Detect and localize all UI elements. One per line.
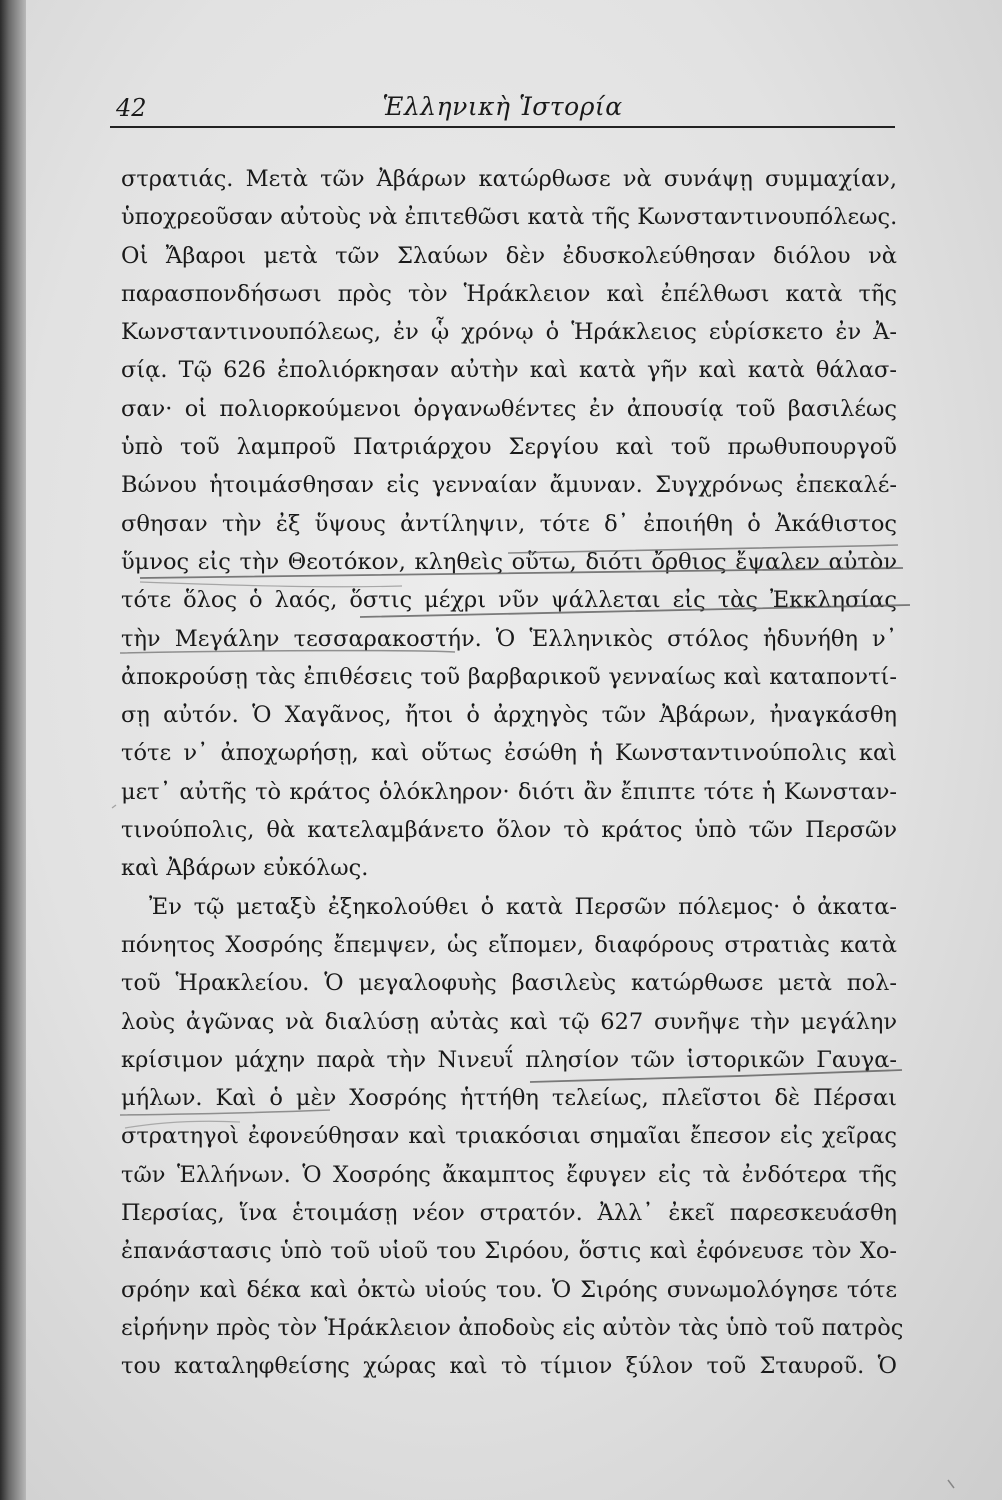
text-line: Περσίας, ἵνα ἑτοιμάσῃ νέον στρατόν. Ἀλλ᾽ ἐκεῖ παρεσκευάσθη bbox=[121, 1200, 897, 1227]
binding-gutter bbox=[0, 0, 26, 1500]
body-text bbox=[121, 160, 904, 1424]
text-line: σίᾳ. Τῷ 626 ἐπολιόρκησαν αὐτὴν καὶ κατὰ γῆν καὶ κατὰ θάλασ- bbox=[121, 357, 897, 384]
text-line: του καταληφθείσης χώρας καὶ τὸ τίμιον ξύλον τοῦ Σταυροῦ. Ὁ bbox=[121, 1353, 897, 1380]
text-line: σρόην καὶ δέκα καὶ ὀκτὼ υἱούς του. Ὁ Σιρόης συνωμολόγησε τότε bbox=[121, 1276, 897, 1303]
text-line: εἰρήνην πρὸς τὸν Ἡράκλειον ἀποδοὺς εἰς αὐτὸν τὰς ὑπὸ τοῦ πατρὸς bbox=[121, 1314, 904, 1341]
text-line: στρατιάς. Μετὰ τῶν Ἀβάρων κατώρθωσε νὰ συνάψῃ συμμαχίαν, bbox=[121, 166, 897, 192]
text-line: τοῦ Ἡρακλείου. Ὁ μεγαλοφυὴς βασιλεὺς κατώρθωσε μετὰ πολ- bbox=[121, 970, 897, 997]
text-line: τῶν Ἑλλήνων. Ὁ Χοσρόης ἄκαμπτος ἔφυγεν εἰς τὰ ἐνδότερα τῆς bbox=[121, 1161, 897, 1188]
running-head bbox=[110, 92, 895, 128]
text-line: μήλων. Καὶ ὁ μὲν Χοσρόης ἡττήθη τελείως, πλεῖστοι δὲ Πέρσαι bbox=[121, 1085, 897, 1112]
text-line: πόνητος Χοσρόης ἔπεμψεν, ὡς εἴπομεν, διαφόρους στρατιὰς κατὰ bbox=[121, 931, 897, 958]
running-title: Ἑλληνικὴ Ἱστορία bbox=[382, 92, 623, 121]
text-line: ἀποκρούσῃ τὰς ἐπιθέσεις τοῦ βαρβαρικοῦ γενναίως καὶ καταποντί- bbox=[121, 663, 897, 690]
text-line: τινούπολις, θὰ κατελαμβάνετο ὅλον τὸ κράτος ὑπὸ τῶν Περσῶν bbox=[121, 817, 897, 844]
text-line: σαν· οἱ πολιορκούμενοι ὀργανωθέντες ἐν ἀπουσίᾳ τοῦ βασιλέως bbox=[121, 395, 897, 422]
text-line: παρασπονδήσωσι πρὸς τὸν Ἡράκλειον καὶ ἐπέλθωσι κατὰ τῆς bbox=[121, 280, 897, 307]
text-line: λοὺς ἀγῶνας νὰ διαλύσῃ αὐτὰς καὶ τῷ 627 συνῆψε τὴν μεγάλην bbox=[121, 1008, 897, 1035]
text-line: Κωνσταντινουπόλεως, ἐν ᾧ χρόνῳ ὁ Ἡράκλειος εὑρίσκετο ἐν Ἀ- bbox=[121, 319, 897, 346]
paragraph-first-line: Ἐν τῷ μεταξὺ ἐξηκολούθει ὁ κατὰ Περσῶν πόλεμος· ὁ ἀκατα- bbox=[149, 893, 897, 920]
text-line: στρατηγοὶ ἐφονεύθησαν καὶ τριακόσιαι σημαῖαι ἔπεσον εἰς χεῖρας bbox=[121, 1123, 897, 1150]
text-line: τὴν Μεγάλην τεσσαρακοστήν. Ὁ Ἑλληνικὸς στόλος ἠδυνήθη ν᾽ bbox=[121, 625, 897, 652]
text-line: ὑπὸ τοῦ λαμπροῦ Πατριάρχου Σεργίου καὶ τοῦ πρωθυπουργοῦ bbox=[121, 434, 897, 461]
text-line: τότε ν᾽ ἀποχωρήσῃ, καὶ οὕτως ἐσώθη ἡ Κωνσταντινούπολις καὶ bbox=[121, 740, 897, 767]
page-number: 42 bbox=[116, 94, 147, 122]
text-line: ὑποχρεοῦσαν αὐτοὺς νὰ ἐπιτεθῶσι κατὰ τῆς Κωνσταντινουπόλεως. bbox=[121, 204, 898, 231]
text-line: ἐπανάστασις ὑπὸ τοῦ υἱοῦ του Σιρόου, ὅστις καὶ ἐφόνευσε τὸν Χο- bbox=[121, 1238, 897, 1265]
text-line: τότε ὅλος ὁ λαός, ὅστις μέχρι νῦν ψάλλεται εἰς τὰς Ἐκκλησίας bbox=[121, 587, 897, 614]
text-line: σῃ αὐτόν. Ὁ Χαγᾶνος, ἤτοι ὁ ἀρχηγὸς τῶν Ἀβάρων, ἠναγκάσθη bbox=[121, 702, 897, 729]
text-line: Οἱ Ἄβαροι μετὰ τῶν Σλαύων δὲν ἐδυσκολεύθησαν διόλου νὰ bbox=[121, 242, 897, 269]
text-line: κρίσιμον μάχην παρὰ τὴν Νινευΐ πλησίον τῶν ἱστορικῶν Γαυγα- bbox=[121, 1046, 897, 1073]
text-line: Βώνου ἡτοιμάσθησαν εἰς γενναίαν ἄμυναν. Συγχρόνως ἐπεκαλέ- bbox=[121, 472, 897, 499]
text-line: ὕμνος εἰς τὴν Θεοτόκον, κληθεὶς οὕτω, διότι ὄρθιος ἔψαλεν αὐτὸν bbox=[121, 548, 897, 575]
text-line bbox=[121, 1386, 897, 1424]
text-line: καὶ Ἀβάρων εὐκόλως. bbox=[121, 855, 369, 882]
text-line: σθησαν τὴν ἐξ ὕψους ἀντίληψιν, τότε δ᾽ ἐποιήθη ὁ Ἀκάθιστος bbox=[121, 510, 897, 537]
text-line: μετ᾽ αὐτῆς τὸ κράτος ὁλόκληρον· διότι ἂν ἔπιπτε τότε ἡ Κωνσταν- bbox=[121, 778, 897, 805]
